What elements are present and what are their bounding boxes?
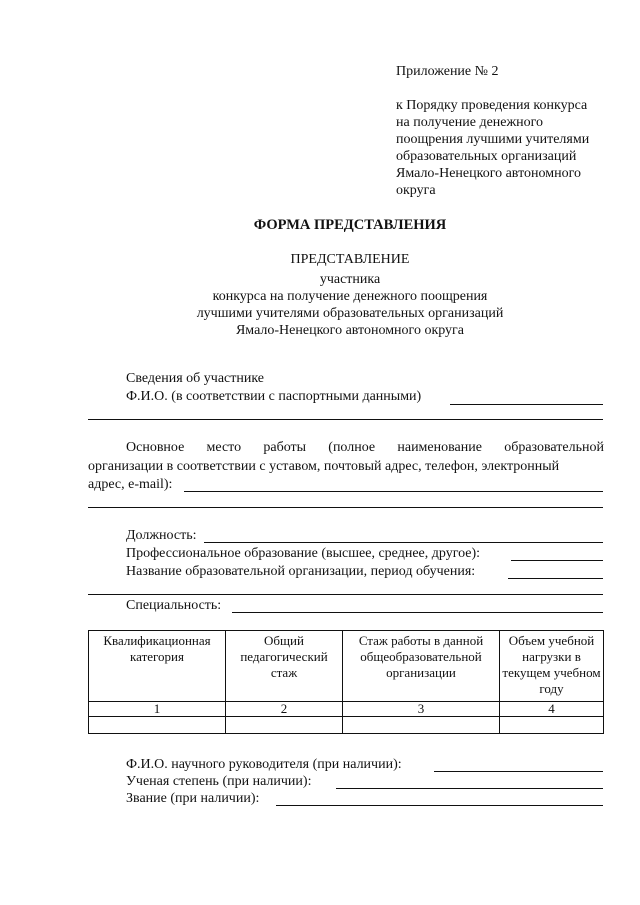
table-header-cell: Стаж работы в данной общеобразовательной организации <box>343 631 500 702</box>
workplace-word: работы <box>263 440 307 455</box>
workplace-label-line3: адрес, e-mail): <box>88 477 173 492</box>
table-input-cell[interactable] <box>226 717 343 734</box>
institution-field-continuation[interactable] <box>88 594 603 595</box>
table-input-cell[interactable] <box>343 717 500 734</box>
workplace-word: (полное <box>328 440 376 455</box>
table-number-cell: 2 <box>226 702 343 717</box>
specialty-field[interactable] <box>232 612 603 613</box>
annex-line: на получение денежного <box>396 115 544 130</box>
workplace-word: место <box>206 440 242 455</box>
participant-section-label: Сведения об участнике <box>126 371 265 386</box>
supervisor-fio-label: Ф.И.О. научного руководителя (при наличии): <box>126 757 402 772</box>
heading-line: Ямало-Ненецкого автономного округа <box>235 323 465 338</box>
supervisor-fio-field[interactable] <box>434 771 603 772</box>
workplace-word: образовательной <box>504 440 604 455</box>
annex-line: образовательных организаций <box>396 149 577 164</box>
annex-line: Ямало-Ненецкого автономного <box>396 166 581 181</box>
fio-label: Ф.И.О. (в соответствии с паспортными данными) <box>126 389 422 404</box>
table-input-cell[interactable] <box>500 717 604 734</box>
workplace-field-continuation[interactable] <box>88 507 603 508</box>
academic-title-label: Звание (при наличии): <box>126 791 260 806</box>
education-label: Профессиональное образование (высшее, среднее, другое): <box>126 546 481 561</box>
academic-title-field[interactable] <box>276 805 603 806</box>
workplace-word: Основное <box>126 440 185 455</box>
institution-field[interactable] <box>508 578 603 579</box>
table-header-cell: Общий педагогический стаж <box>226 631 343 702</box>
workplace-field[interactable] <box>184 491 603 492</box>
table-number-row <box>89 702 604 717</box>
fio-field[interactable] <box>450 404 603 405</box>
table-input-cell[interactable] <box>89 717 226 734</box>
fio-field-continuation[interactable] <box>88 419 603 420</box>
table-header-row <box>89 631 604 702</box>
position-field[interactable] <box>204 542 603 543</box>
heading-title: ПРЕДСТАВЛЕНИЕ <box>290 252 410 267</box>
form-title: ФОРМА ПРЕДСТАВЛЕНИЯ <box>253 217 447 233</box>
annex-line: округа <box>396 183 436 198</box>
qualification-table <box>88 630 604 734</box>
heading-line: участника <box>319 272 381 287</box>
education-field[interactable] <box>511 560 603 561</box>
table-header-cell: Квалификационная категория <box>89 631 226 702</box>
table-number-cell: 4 <box>500 702 604 717</box>
heading-line: конкурса на получение денежного поощрения <box>212 289 488 304</box>
position-label: Должность: <box>126 528 197 543</box>
annex-number: Приложение № 2 <box>396 64 499 79</box>
table-number-cell: 1 <box>89 702 226 717</box>
table-header-cell: Объем учебной нагрузки в текущем учебном году <box>500 631 604 702</box>
specialty-label: Специальность: <box>126 598 222 613</box>
workplace-label-line1 <box>126 440 604 456</box>
degree-label: Ученая степень (при наличии): <box>126 774 312 789</box>
institution-label: Название образовательной организации, период обучения: <box>126 564 476 579</box>
workplace-word: наименование <box>397 440 482 455</box>
annex-line: поощрения лучшими учителями <box>396 132 590 147</box>
table-row <box>89 717 604 734</box>
annex-line: к Порядку проведения конкурса <box>396 98 588 113</box>
annex-order-reference <box>396 97 616 199</box>
workplace-label-line2: организации в соответствии с уставом, почтовый адрес, телефон, электронный <box>88 459 560 474</box>
degree-field[interactable] <box>336 788 603 789</box>
heading-line: лучшими учителями образовательных организаций <box>196 306 504 321</box>
table-number-cell: 3 <box>343 702 500 717</box>
